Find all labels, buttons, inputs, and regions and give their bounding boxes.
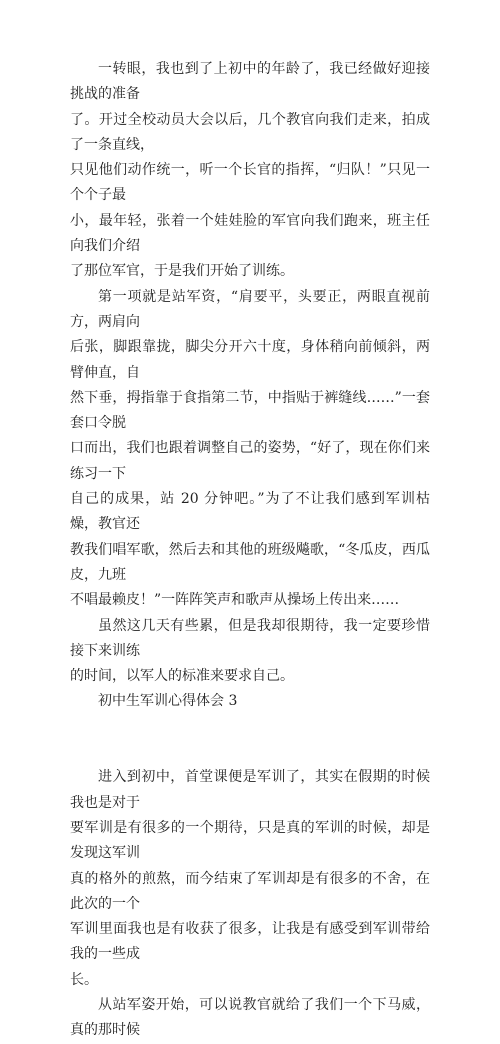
text-line: 教我们唱军歌，然后去和其他的班级飚歌，“冬瓜皮，西瓜皮，九班 [70,541,430,583]
paragraph-5 [70,993,430,1044]
text-line: 不唱最赖皮！”一阵阵笑声和歌声从操场上传出来…… [70,592,400,609]
text-line: 自己的成果，站 20 分钟吧。”为了不让我们感到军训枯燥，教官还 [70,491,430,533]
text-line: 小，最年轻，张着一个娃娃脸的军官向我们跑来，班主任向我们介绍 [70,212,430,255]
text-line: 长。 [70,971,98,988]
text-line: 虽然这几天有些累，但是我却很期待，我一定要珍惜接下来训练 [70,617,430,659]
blank-space [70,715,430,766]
text-line: 从站军姿开始，可以说教官就给了我们一个下马威，真的那时候 [70,996,430,1039]
paragraph-2 [70,285,430,614]
text-line: 后张，脚跟靠拢，脚尖分开六十度，身体稍向前倾斜，两臂伸直，自 [70,339,430,381]
text-line: 只见他们动作统一，听一个长官的指挥，“归队！”只见一个个子最 [70,162,430,204]
section-heading: 初中生军训心得体会 3 [98,693,238,710]
paragraph-3 [70,614,430,690]
text-line: 口而出，我们也跟着调整自己的姿势，“好了，现在你们来练习一下 [70,440,430,482]
text-line: 了。开过全校动员大会以后，几个教官向我们走来，拍成了一条直线， [70,111,430,153]
paragraph-4 [70,765,430,993]
text-line: 了那位军官，于是我们开始了训练。 [70,263,294,280]
text-line: 第一项就是站军资，“肩要平，头要正，两眼直视前方，两肩向 [70,288,430,330]
text-line: 军训里面我也是有收获了很多，让我是有感受到军训带给我的一些成 [70,921,430,963]
text-line: 的时间，以军人的标准来要求自己。 [70,668,294,685]
text-line: 进入到初中，首堂课便是军训了，其实在假期的时候我也是对于 [70,769,430,811]
text-line: 然下垂，拇指靠于食指第二节，中指贴于裤缝线……”一套套口令脱 [70,389,430,432]
paragraph-1 [70,57,430,285]
text-line: 一转眼，我也到了上初中的年龄了，我已经做好迎接挑战的准备 [70,61,430,103]
text-line: 要军训是有很多的一个期待，只是真的军训的时候，却是发现这军训 [70,819,430,862]
text-line: 真的格外的煎熬，而今结束了军训却是有很多的不舍，在此次的一个 [70,870,430,912]
